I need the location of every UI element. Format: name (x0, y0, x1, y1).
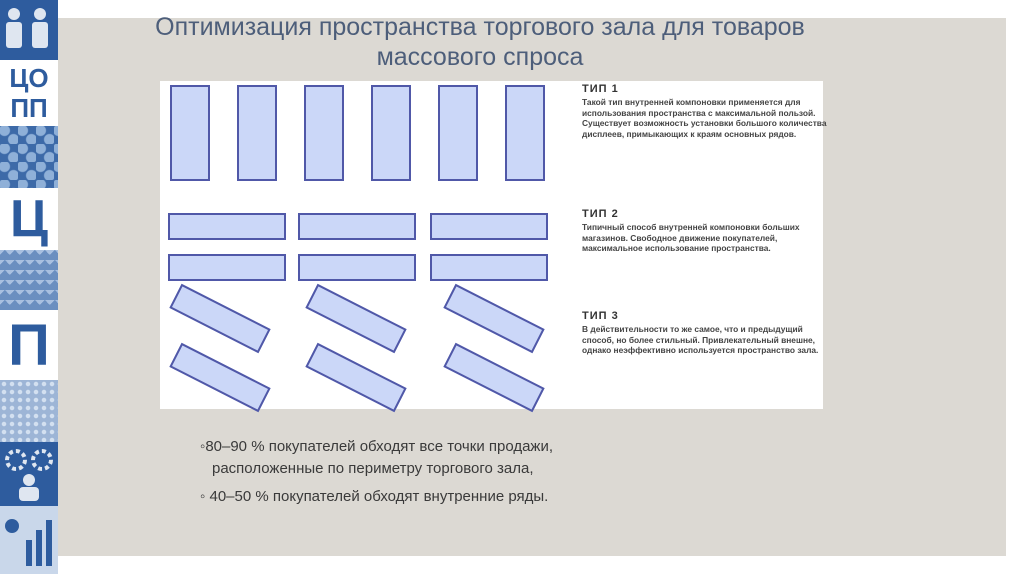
triangle-pattern-tile (0, 250, 58, 310)
shelf-type2 (298, 213, 416, 240)
shelf-type1 (371, 85, 411, 181)
decorative-strip (0, 0, 58, 574)
shelf-type1 (505, 85, 545, 181)
page-title: Оптимизация пространства торгового зала для товаров массового спроса (155, 13, 805, 71)
shelf-type3 (443, 343, 544, 412)
shelf-type1 (438, 85, 478, 181)
shelf-type1 (304, 85, 344, 181)
people-icon (0, 0, 58, 60)
type3-description: В действительности то же самое, что и предыдущий способ, но более стильный. Привлекательный внешне, однако неэффективно используется пространство зала. (582, 324, 819, 356)
chart-icon (0, 506, 58, 574)
shelf-type2 (168, 254, 286, 281)
shelf-type3 (169, 343, 270, 412)
type1-description: Такой тип внутренней компоновки применяется для использования пространства с максимальной пользой. Существует возможность установки большого количества дисплеев, примыкающих к краям основных рядов. (582, 97, 827, 139)
layout-types-figure (160, 81, 827, 409)
shelf-type2 (430, 213, 548, 240)
dots-pattern-tile (0, 380, 58, 442)
shelf-type1 (237, 85, 277, 181)
bullet-2: ◦ 40–50 % покупателей обходят внутренние ряды. (200, 488, 549, 505)
bullet-1-line-1: ◦80–90 % покупателей обходят все точки продажи, (200, 438, 554, 455)
shelf-type3 (443, 284, 544, 353)
shelf-type3 (169, 284, 270, 353)
strip-letters-row2: ПП (10, 93, 48, 123)
strip-letter-p: П (8, 313, 50, 378)
type3-label: ТИП 3 (582, 310, 619, 322)
bullet-list (200, 436, 760, 508)
pattern-tile (0, 126, 58, 188)
bullet-1-line-2: расположенные по периметру торгового зала, (212, 460, 534, 477)
shelf-type2 (168, 213, 286, 240)
type1-label: ТИП 1 (582, 83, 619, 95)
shelf-type3 (305, 343, 406, 412)
shelf-type3 (305, 284, 406, 353)
type2-label: ТИП 2 (582, 208, 619, 220)
strip-letters-tile (0, 60, 58, 126)
strip-letter-p-tile (0, 310, 58, 380)
shelf-type2 (430, 254, 548, 281)
strip-letter-c: Ц (10, 190, 48, 248)
shelf-type1 (170, 85, 210, 181)
strip-letters-row1: ЦО (9, 63, 49, 93)
type2-description: Типичный способ внутренней компоновки больших магазинов. Свободное движение покупателей, максимальное использование пространства. (582, 222, 800, 254)
shelf-type2 (298, 254, 416, 281)
gear-people-icon (0, 442, 58, 506)
strip-letter-c-tile (0, 188, 58, 250)
